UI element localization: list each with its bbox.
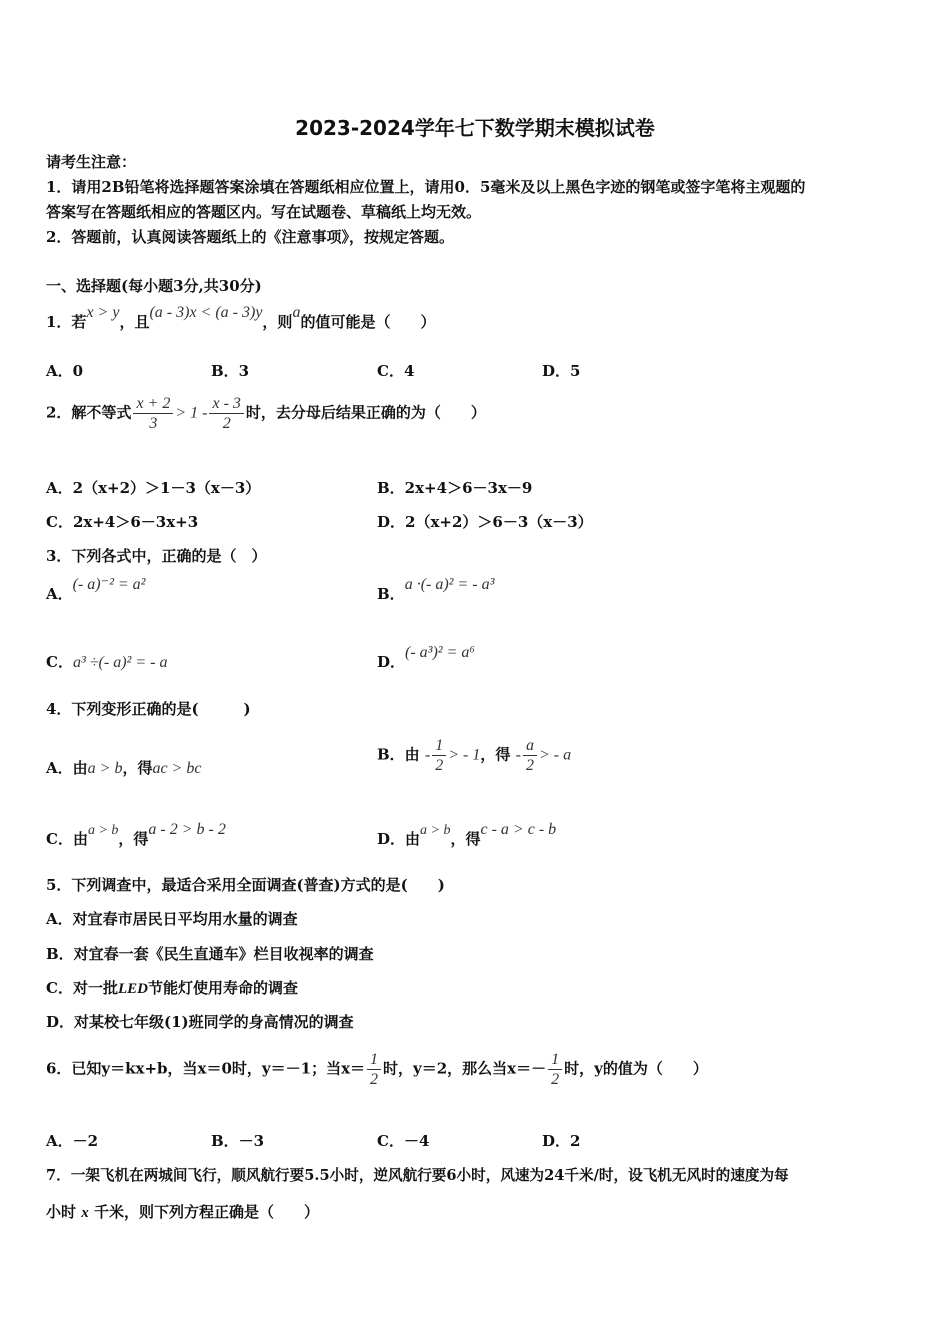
q2-option-d: D．2（x+2）＞6－3（x－3）	[377, 513, 593, 531]
q7-text-2: 千米，则下列方程正确是（ ）	[93, 1203, 319, 1221]
q2-fraction-2	[209, 394, 243, 433]
q4-option-c-mid: ，得	[118, 830, 149, 848]
q1-text-1: 1．若	[46, 313, 87, 331]
q4-option-c-label: C．由	[46, 830, 88, 848]
page-title: 2023-2024学年七下数学期末模拟试卷	[295, 116, 655, 140]
q6-fraction-2-denominator: 2	[551, 1071, 560, 1088]
q2-fraction-1-numerator: x + 2	[133, 394, 173, 414]
q4-option-b-sign: -	[424, 746, 431, 764]
section-heading: 一、选择题(每小题3分,共30分)	[46, 277, 262, 295]
q4-option-c-math-2: a - 2 > b - 2	[148, 821, 226, 838]
q4-option-b-fraction-2	[523, 736, 537, 775]
q3-option-b-label: B．	[377, 585, 405, 603]
q4-option-a-mid: ，得	[122, 759, 153, 777]
q1-text-3: ，则	[262, 313, 293, 331]
q4-option-a-math-2: ac > bc	[152, 760, 202, 777]
question-3: 3．下列各式中，正确的是（ ）	[46, 547, 267, 565]
q2-text-1: 2．解不等式	[46, 403, 132, 422]
q1-option-d: D．5	[542, 362, 581, 380]
q2-option-c: C．2x+4＞6－3x+3	[46, 513, 199, 531]
q4-option-a	[46, 758, 201, 779]
q6-option-a: A．－2	[46, 1132, 99, 1150]
q4-option-a-label: A．由	[46, 759, 88, 777]
q2-fraction-1-denominator: 3	[149, 415, 158, 432]
q1-text-2: ，且	[119, 313, 150, 331]
q4-option-d-math-1: a > b	[420, 823, 451, 838]
notice-item-2: 2．答题前，认真阅读答题纸上的《注意事项》，按规定答题。	[46, 228, 454, 246]
q1-math-1: x > y	[86, 304, 120, 321]
q6-fraction-1	[367, 1050, 381, 1089]
question-5: 5．下列调查中，最适合采用全面调查(普查)方式的是( )	[46, 876, 445, 894]
q5-option-d: D．对某校七年级(1)班同学的身高情况的调查	[46, 1013, 354, 1031]
q6-fraction-2-numerator: 1	[548, 1050, 562, 1070]
q4-option-a-math-1: a > b	[87, 760, 123, 777]
q2-option-a: A．2（x+2）＞1－3（x－3）	[46, 479, 261, 497]
q7-variable-x: x	[81, 1205, 89, 1221]
q4-option-b-rest-2: > - a	[538, 746, 572, 764]
q5-option-c	[46, 978, 298, 999]
notice-heading: 请考生注意：	[46, 153, 137, 171]
q2-fraction-1	[133, 394, 173, 433]
question-6	[46, 1050, 708, 1089]
q6-text-2: 时，y＝2，那么当x＝－	[383, 1059, 547, 1078]
q1-text-4: 的值可能是（ ）	[300, 313, 436, 331]
q4-option-b-numerator-2: a	[523, 736, 537, 756]
q2-fraction-2-numerator: x - 3	[209, 394, 243, 414]
q4-option-c-math-1: a > b	[87, 823, 119, 838]
q3-option-d	[377, 644, 475, 673]
q3-option-c-label: C．	[46, 653, 73, 671]
q3-option-c-expr: a³ ÷(- a)² = - a	[72, 654, 168, 671]
q4-option-b-denominator-2: 2	[525, 757, 534, 774]
q4-option-b	[377, 736, 571, 775]
q3-option-b-expr: a ·(- a)² = - a³	[404, 576, 495, 593]
q3-option-a	[46, 576, 146, 605]
q6-option-d: D．2	[542, 1132, 581, 1150]
q3-option-b	[377, 576, 495, 605]
q1-option-a: A．0	[46, 362, 84, 380]
question-4: 4．下列变形正确的是( )	[46, 700, 251, 718]
q4-option-b-numerator: 1	[432, 736, 446, 756]
question-1	[46, 304, 436, 333]
q3-option-d-label: D．	[377, 653, 406, 671]
q4-option-d-math-2: c - a > c - b	[480, 821, 557, 838]
q2-fraction-2-denominator: 2	[222, 415, 231, 432]
q5-option-c-text-1: C．对一批	[46, 979, 118, 997]
q3-option-a-label: A．	[46, 585, 73, 603]
q4-option-b-rest: > - 1	[448, 746, 481, 764]
q4-option-d	[377, 821, 557, 851]
q6-fraction-1-denominator: 2	[370, 1071, 379, 1088]
q3-option-a-expr: (- a)⁻² = a²	[72, 576, 146, 593]
question-7-line-2	[46, 1202, 319, 1223]
q6-fraction-2	[548, 1050, 562, 1089]
q2-option-b: B．2x+4＞6－3x－9	[377, 479, 533, 497]
q2-text-2: 时，去分母后结果正确的为（ ）	[245, 403, 486, 422]
q6-option-c: C．－4	[377, 1132, 430, 1150]
q6-text-3: 时，y的值为（ ）	[564, 1059, 708, 1078]
q4-option-d-mid: ，得	[450, 830, 481, 848]
q5-option-c-led: LED	[117, 981, 148, 997]
question-2	[46, 394, 486, 433]
notice-item-1-line-2: 答案写在答题纸相应的答题区内。写在试题卷、草稿纸上均无效。	[46, 203, 482, 221]
q4-option-d-label: D．由	[377, 830, 421, 848]
q7-text-1: 小时	[46, 1203, 77, 1221]
q1-math-2: (a - 3)x < (a - 3)y	[149, 304, 263, 321]
q3-option-c	[46, 652, 167, 673]
q4-option-b-label: B．由	[377, 745, 420, 764]
q1-option-c: C．4	[377, 362, 415, 380]
q6-fraction-1-numerator: 1	[367, 1050, 381, 1070]
q5-option-a: A．对宜春市居民日平均用水量的调查	[46, 910, 298, 928]
q1-option-b: B．3	[211, 362, 250, 380]
notice-item-1-line-1: 1．请用2B铅笔将选择题答案涂填在答题纸相应位置上，请用0．5毫米及以上黑色字迹的钢笔或签字笔将主观题的	[46, 178, 806, 196]
q5-option-b: B．对宜春一套《民生直通车》栏目收视率的调查	[46, 945, 374, 963]
q1-math-3: a	[292, 304, 301, 321]
q4-option-b-fraction	[432, 736, 446, 775]
q3-option-d-expr: (- a³)² = a⁶	[405, 644, 475, 661]
q4-option-b-sign-2: -	[515, 746, 521, 764]
q4-option-b-denominator: 2	[435, 757, 444, 774]
q4-option-b-mid: ，得	[480, 745, 511, 764]
q4-option-c	[46, 821, 226, 851]
q2-math-mid: > 1 -	[175, 404, 208, 422]
q6-option-b: B．－3	[211, 1132, 265, 1150]
question-7-line-1: 7．一架飞机在两城间飞行，顺风航行要5.5小时，逆风航行要6小时，风速为24千米/时，设飞机无风时的速度为每	[46, 1167, 789, 1184]
q6-text-1: 6．已知y＝kx+b，当x＝0时，y＝－1；当x＝	[46, 1059, 366, 1078]
q5-option-c-text-2: 节能灯使用寿命的调查	[147, 979, 298, 997]
